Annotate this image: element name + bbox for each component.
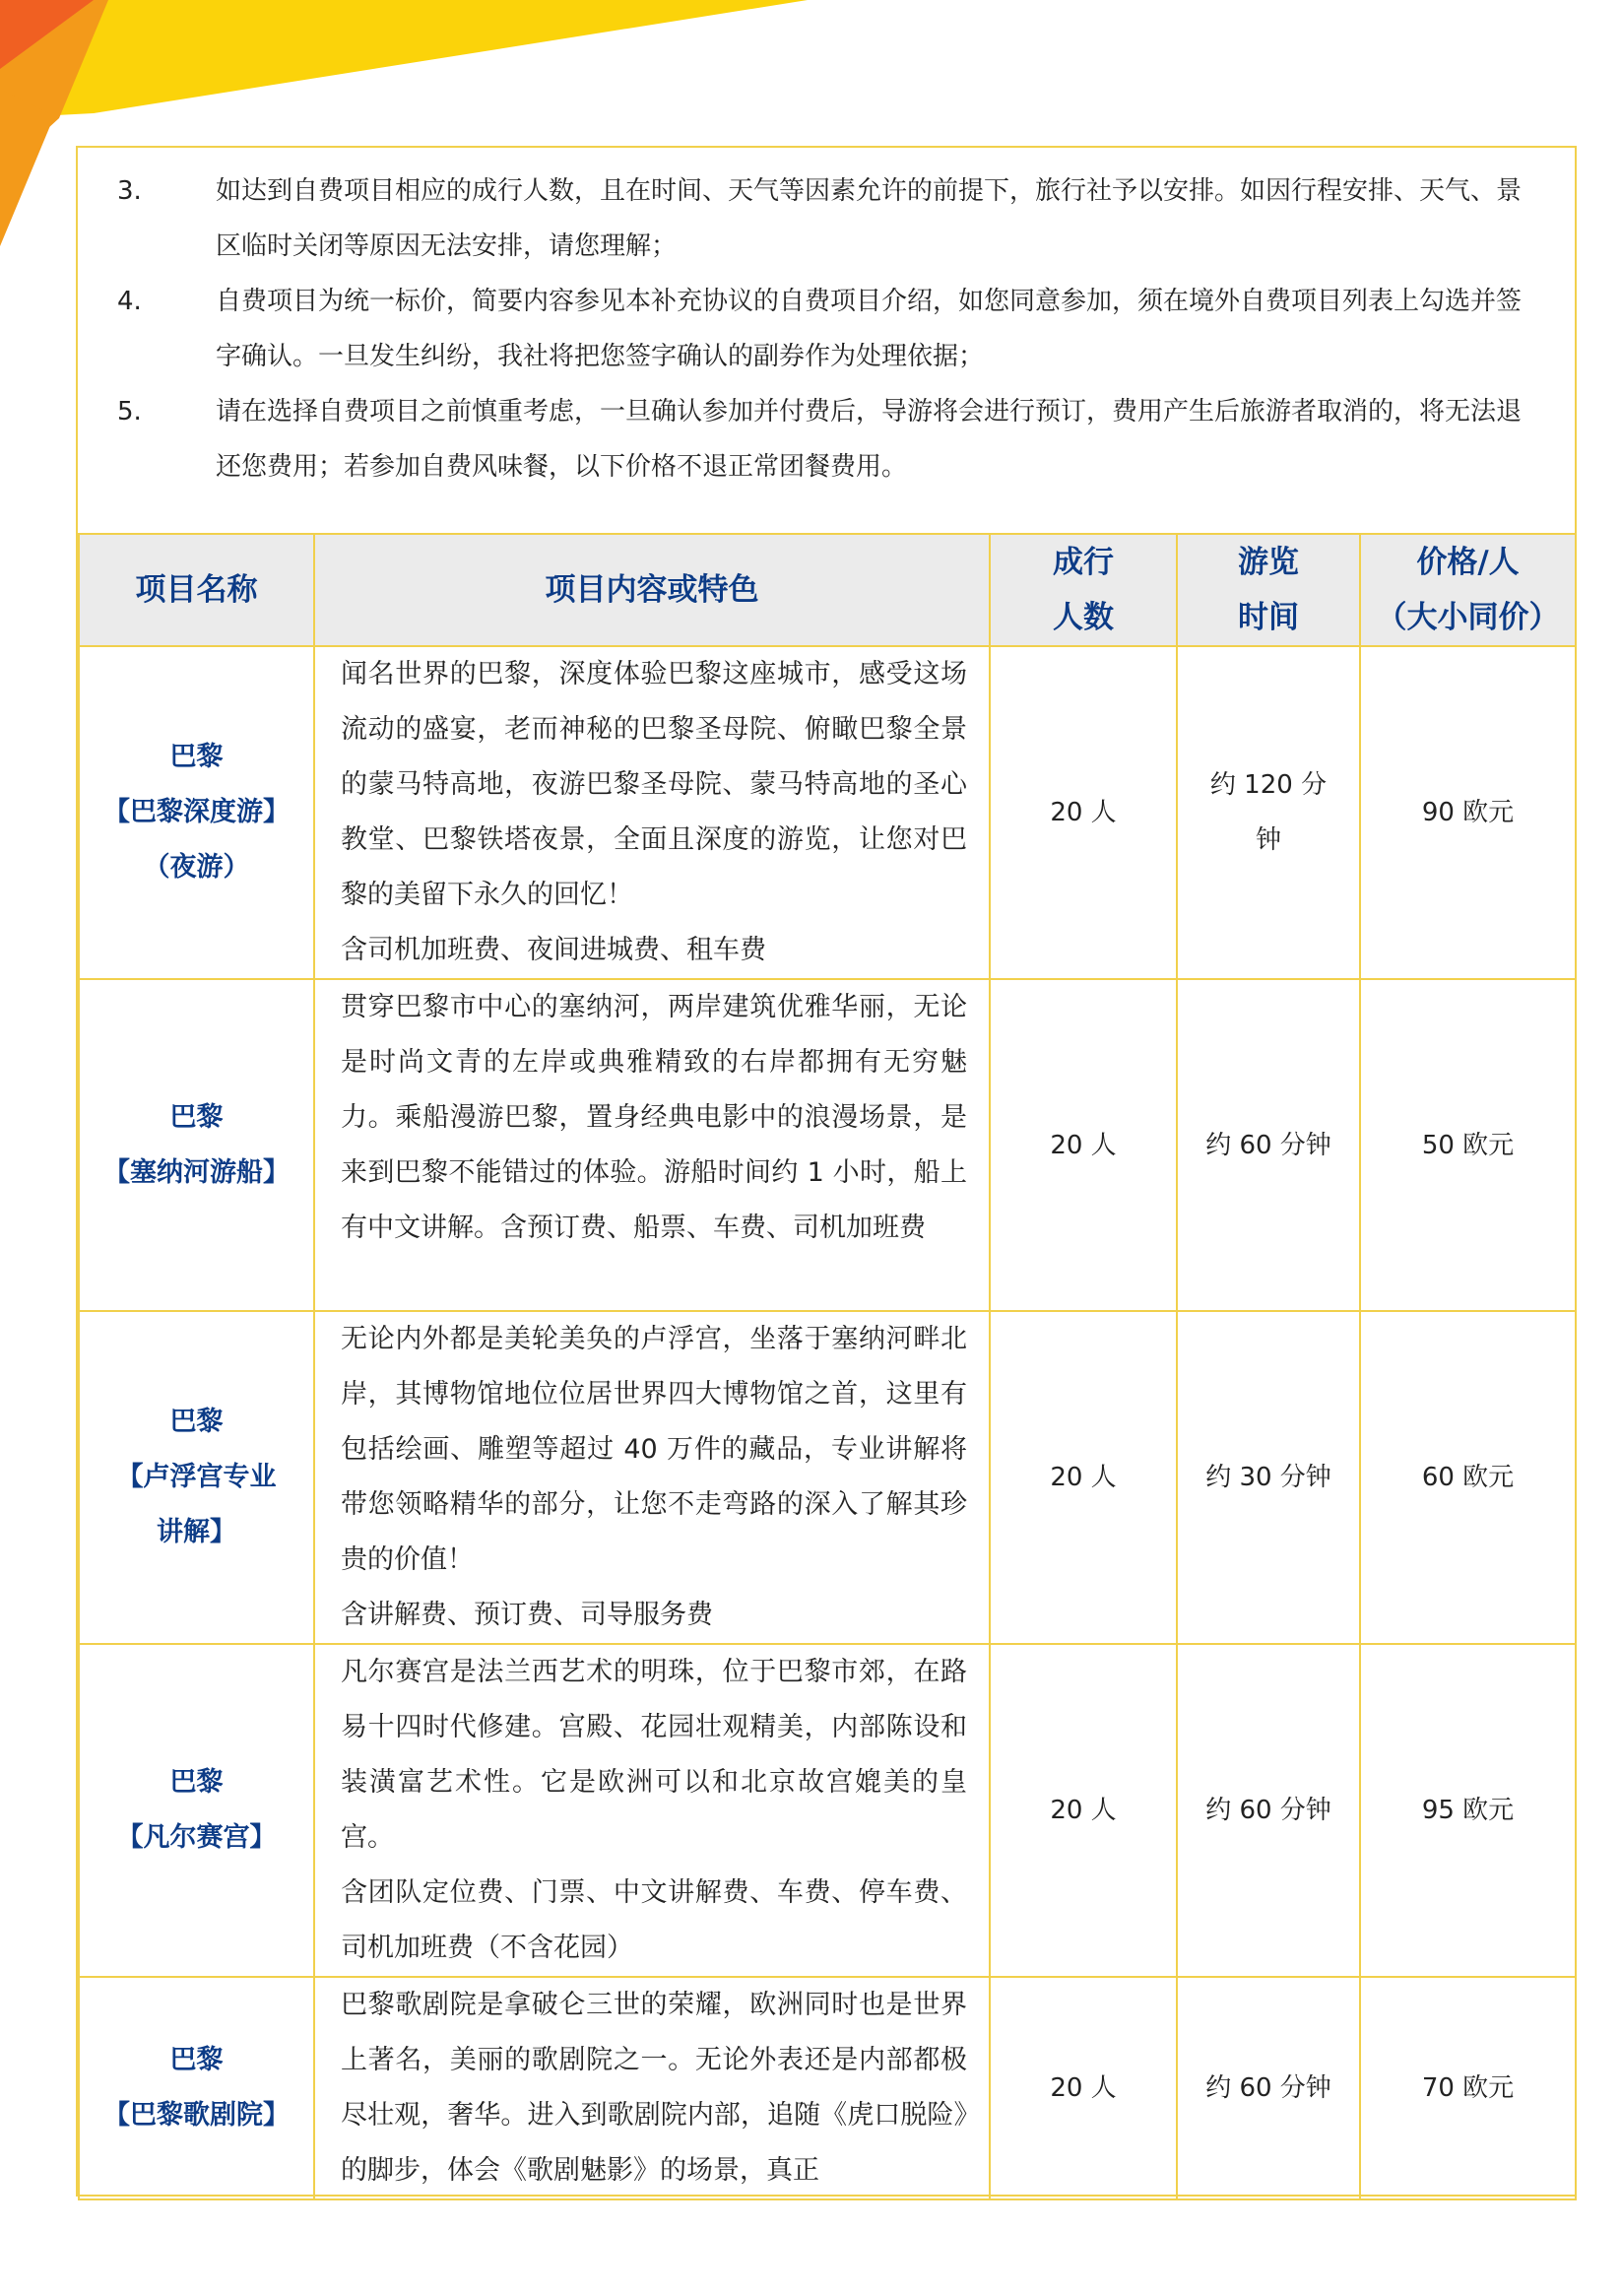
- header-time: 游览 时间: [1177, 534, 1360, 646]
- tour-description: 巴黎歌剧院是拿破仑三世的荣耀，欧洲同时也是世界上著名，美丽的歌剧院之一。无论外表还是内部都极尽壮观，奢华。进入到歌剧院内部，追随《虎口脱险》的脚步，体会《歌剧魅影》的场景，真正: [314, 1977, 990, 2199]
- note-number: 3.: [117, 176, 142, 206]
- tour-min-people: 20 人: [990, 1311, 1177, 1644]
- tour-price: 70 欧元: [1360, 1977, 1576, 2199]
- header-people: 成行 人数: [990, 534, 1177, 646]
- note-number: 4.: [117, 287, 142, 316]
- tour-min-people: 20 人: [990, 646, 1177, 979]
- tour-min-people: 20 人: [990, 979, 1177, 1311]
- tour-description: 闻名世界的巴黎，深度体验巴黎这座城市，感受这场流动的盛宴，老而神秘的巴黎圣母院、俯瞰巴黎全景的蒙马特高地，夜游巴黎圣母院、蒙马特高地的圣心教堂、巴黎铁塔夜景，全面且深度的游览，让您对巴黎的美留下永久的回忆！ 含司机加班费、夜间进城费、租车费: [314, 646, 990, 979]
- tour-name: 巴黎 【巴黎深度游】 （夜游）: [79, 646, 314, 979]
- tour-name: 巴黎 【卢浮宫专业 讲解】: [79, 1311, 314, 1644]
- tour-description: 贯穿巴黎市中心的塞纳河，两岸建筑优雅华丽，无论是时尚文青的左岸或典雅精致的右岸都拥有无穷魅力。乘船漫游巴黎，置身经典电影中的浪漫场景，是来到巴黎不能错过的体验。游船时间约 1 小时，船上有中文讲解。含预订费、船票、车费、司机加班费: [314, 979, 990, 1311]
- tour-name: 巴黎 【凡尔赛宫】: [79, 1644, 314, 1977]
- table-row: [79, 1644, 1576, 1977]
- content-frame: [76, 146, 1577, 2197]
- tour-min-people: 20 人: [990, 1977, 1177, 2199]
- table-row: [79, 646, 1576, 979]
- optional-tours-table: [78, 533, 1577, 2200]
- tour-duration: 约 60 分钟: [1177, 979, 1360, 1311]
- table-row: [79, 1311, 1576, 1644]
- table-header-row: [79, 534, 1576, 646]
- tour-name: 巴黎 【塞纳河游船】: [79, 979, 314, 1311]
- tour-description: 无论内外都是美轮美奂的卢浮宫，坐落于塞纳河畔北岸，其博物馆地位位居世界四大博物馆之首，这里有包括绘画、雕塑等超过 40 万件的藏品，专业讲解将带您领略精华的部分，让您不走弯路的深入了解其珍贵的价值！ 含讲解费、预订费、司导服务费: [314, 1311, 990, 1644]
- tour-duration: 约 60 分钟: [1177, 1644, 1360, 1977]
- note-number: 5.: [117, 397, 142, 426]
- tour-duration: 约 30 分钟: [1177, 1311, 1360, 1644]
- tour-description: 凡尔赛宫是法兰西艺术的明珠，位于巴黎市郊，在路易十四时代修建。宫殿、花园壮观精美，内部陈设和装潢富艺术性。它是欧洲可以和北京故宫媲美的皇宫。 含团队定位费、门票、中文讲解费、车费、停车费、司机加班费（不含花园）: [314, 1644, 990, 1977]
- tour-price: 95 欧元: [1360, 1644, 1576, 1977]
- header-price: 价格/人 （大小同价）: [1360, 534, 1576, 646]
- table-row: [79, 1977, 1576, 2199]
- header-desc: 项目内容或特色: [314, 534, 990, 646]
- table-row: [79, 979, 1576, 1311]
- tour-name: 巴黎 【巴黎歌剧院】: [79, 1977, 314, 2199]
- notes-section: [78, 148, 1575, 535]
- tour-duration: 约 60 分钟: [1177, 1977, 1360, 2199]
- tour-price: 60 欧元: [1360, 1311, 1576, 1644]
- tour-min-people: 20 人: [990, 1644, 1177, 1977]
- tour-price: 90 欧元: [1360, 646, 1576, 979]
- header-name: 项目名称: [79, 534, 314, 646]
- note-text: 自费项目为统一标价，简要内容参见本补充协议的自费项目介绍，如您同意参加，须在境外自费项目列表上勾选并签字确认。一旦发生纠纷，我社将把您签字确认的副券作为处理依据；: [216, 287, 1523, 371]
- tour-duration: 约 120 分钟: [1177, 646, 1360, 979]
- note-text: 如达到自费项目相应的成行人数，且在时间、天气等因素允许的前提下，旅行社予以安排。如因行程安排、天气、景区临时关闭等原因无法安排，请您理解；: [216, 176, 1523, 261]
- tour-price: 50 欧元: [1360, 979, 1576, 1311]
- note-text: 请在选择自费项目之前慎重考虑，一旦确认参加并付费后，导游将会进行预订，费用产生后旅游者取消的，将无法退还您费用；若参加自费风味餐，以下价格不退正常团餐费用。: [216, 397, 1523, 482]
